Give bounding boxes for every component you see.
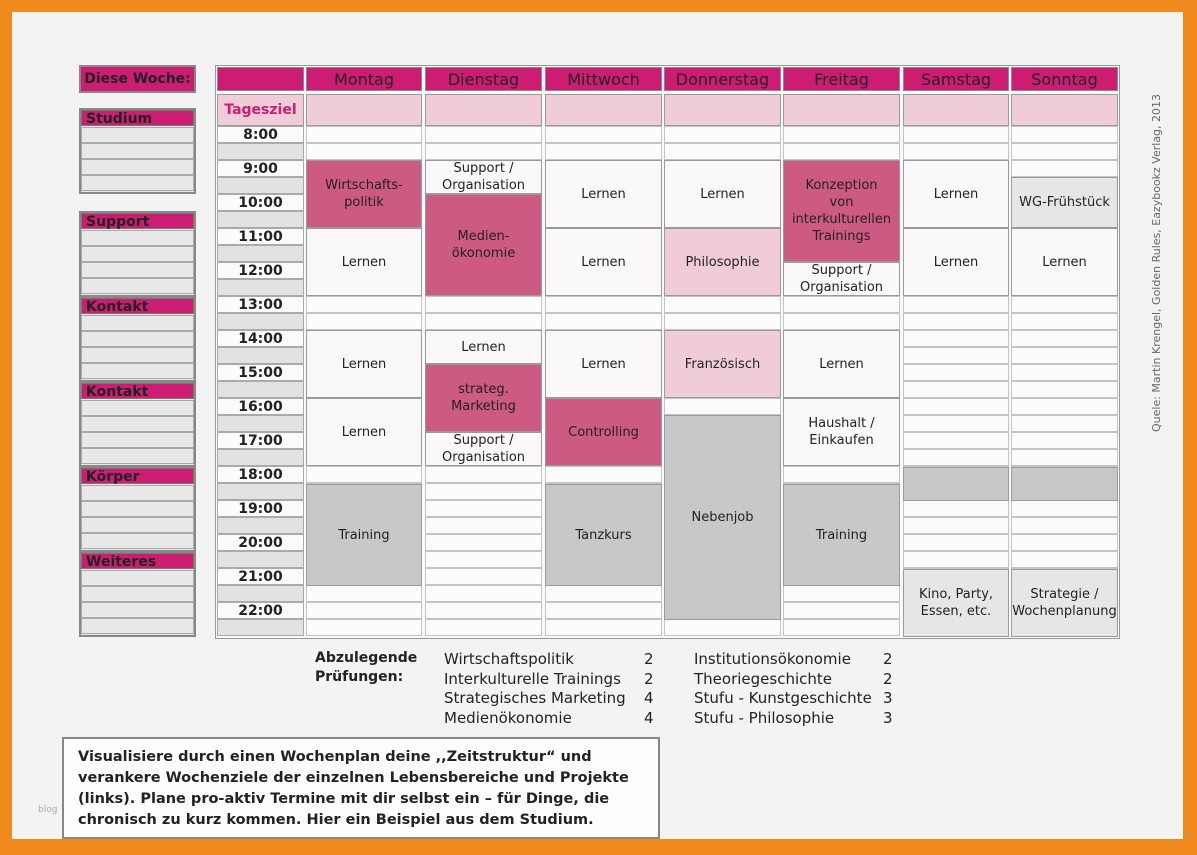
grid-cell <box>1011 534 1118 551</box>
time-row <box>217 517 304 534</box>
sidebar-line <box>81 347 194 363</box>
sidebar-section-label-0: Studium <box>81 110 194 126</box>
grid-cell <box>664 619 781 636</box>
event-fr-haushalt: Haushalt / Einkaufen <box>783 398 900 466</box>
event-do-philosophie: Philosophie <box>664 228 781 296</box>
event-fr-support: Support / Organisation <box>783 262 900 296</box>
event-so-lernen: Lernen <box>1011 228 1118 296</box>
grid-cell <box>425 517 542 534</box>
grid-cell <box>664 296 781 313</box>
event-so-strategie: Strategie / Wochenplanung <box>1011 569 1118 637</box>
grid-cell <box>783 296 900 313</box>
grid-cell <box>903 313 1009 330</box>
sidebar-line <box>81 400 194 416</box>
sidebar-section-label-2: Kontakt <box>81 298 194 314</box>
time-row <box>217 585 304 602</box>
time-row <box>217 177 304 194</box>
grid-cell <box>306 466 422 483</box>
time-row <box>217 619 304 636</box>
event-do-nebenjob: Nebenjob <box>664 415 781 620</box>
sidebar-line <box>81 331 194 347</box>
event-fr-training: Training <box>783 484 900 586</box>
day-header-0: Montag <box>306 67 422 91</box>
goal-cell-3 <box>664 94 781 126</box>
time-label-14: 22:00 <box>238 602 283 619</box>
grid-cell <box>1011 517 1118 534</box>
goal-cell-1 <box>425 94 542 126</box>
header-corner <box>217 67 304 91</box>
goal-cell-4 <box>783 94 900 126</box>
event-di-lernen: Lernen <box>425 330 542 364</box>
grid-cell <box>545 143 662 160</box>
time-label-0: 8:00 <box>243 126 278 143</box>
grid-cell <box>1011 143 1118 160</box>
time-row <box>217 551 304 568</box>
time-row <box>217 381 304 398</box>
exam-count: 2 <box>644 650 654 668</box>
grid-cell <box>425 568 542 585</box>
day-header-6: Sonntag <box>1011 67 1118 91</box>
sidebar-line <box>81 432 194 448</box>
grid-cell <box>1011 347 1118 364</box>
event-fr-konzeption: Konzeption von interkulturellen Trainings <box>783 160 900 262</box>
event-di-support-1: Support / Organisation <box>425 160 542 194</box>
grid-cell <box>425 534 542 551</box>
grid-cell <box>903 126 1009 143</box>
event-di-medienoekonomie: Medien- ökonomie <box>425 194 542 296</box>
exam-count: 4 <box>644 708 654 727</box>
event-mi-tanzkurs: Tanzkurs <box>545 484 662 586</box>
sidebar-section-label-3: Kontakt <box>81 383 194 399</box>
exam-count: 3 <box>883 708 893 727</box>
exam-name: Medienökonomie <box>444 708 572 727</box>
sidebar-line <box>81 246 194 262</box>
grid-cell <box>903 364 1009 381</box>
time-label-12: 20:00 <box>238 534 283 551</box>
exam-name: Stufu - Kunstgeschichte <box>694 689 872 707</box>
grid-cell <box>545 619 662 636</box>
time-row <box>217 483 304 500</box>
instruction-note <box>62 737 660 839</box>
event-mi-lernen-1: Lernen <box>545 160 662 228</box>
event-mo-wirtschaftspolitik: Wirtschafts- politik <box>306 160 422 228</box>
grid-cell <box>783 313 900 330</box>
sidebar-line <box>81 175 194 191</box>
sidebar-line <box>81 159 194 175</box>
grid-cell <box>425 313 542 330</box>
time-label-7: 15:00 <box>238 364 283 381</box>
sidebar-line <box>81 143 194 159</box>
time-row <box>217 143 304 160</box>
event-so-evening <box>1011 467 1118 501</box>
event-mi-controlling: Controlling <box>545 398 662 466</box>
sidebar-section-label-5: Weiteres <box>81 553 194 569</box>
event-mi-lernen-3: Lernen <box>545 330 662 398</box>
grid-cell <box>1011 449 1118 466</box>
sidebar-line <box>81 127 194 143</box>
time-row <box>217 415 304 432</box>
grid-cell <box>664 143 781 160</box>
grid-cell <box>903 296 1009 313</box>
grid-cell <box>425 483 542 500</box>
exam-name: Strategisches Marketing <box>444 689 626 707</box>
day-header-4: Freitag <box>783 67 900 91</box>
event-so-fruehstueck: WG-Frühstück <box>1011 177 1118 228</box>
event-mo-lernen-3: Lernen <box>306 398 422 466</box>
grid-cell <box>783 126 900 143</box>
grid-cell <box>1011 126 1118 143</box>
event-di-marketing: strateg. Marketing <box>425 364 542 432</box>
time-label-13: 21:00 <box>238 568 283 585</box>
grid-cell <box>783 619 900 636</box>
grid-cell <box>545 585 662 602</box>
sidebar-line <box>81 230 194 246</box>
grid-cell <box>903 500 1009 517</box>
time-label-9: 17:00 <box>238 432 283 449</box>
time-row <box>217 279 304 296</box>
grid-cell <box>1011 500 1118 517</box>
grid-cell <box>783 143 900 160</box>
time-label-8: 16:00 <box>238 398 283 415</box>
event-di-support-2: Support / Organisation <box>425 432 542 466</box>
grid-cell <box>903 381 1009 398</box>
grid-cell <box>1011 398 1118 415</box>
grid-cell <box>306 602 422 619</box>
grid-cell <box>1011 313 1118 330</box>
grid-cell <box>903 449 1009 466</box>
grid-cell <box>306 126 422 143</box>
tagesziel-text: Tagesziel <box>224 102 297 118</box>
grid-cell <box>664 126 781 143</box>
grid-cell <box>425 551 542 568</box>
time-label-10: 18:00 <box>238 466 283 483</box>
grid-cell <box>1011 296 1118 313</box>
exam-count: 4 <box>644 689 654 707</box>
time-label-2: 10:00 <box>238 194 283 211</box>
grid-cell <box>545 296 662 313</box>
event-sa-lernen-2: Lernen <box>903 228 1009 296</box>
grid-cell <box>545 602 662 619</box>
sidebar-line <box>81 533 194 549</box>
grid-cell <box>1011 432 1118 449</box>
grid-cell <box>903 551 1009 568</box>
grid-cell <box>664 398 781 415</box>
exam-count: 2 <box>883 650 893 668</box>
grid-cell <box>545 466 662 483</box>
grid-cell <box>1011 160 1118 177</box>
sidebar-line <box>81 485 194 501</box>
event-sa-evening <box>903 467 1009 501</box>
grid-cell <box>425 585 542 602</box>
time-row <box>217 347 304 364</box>
exams-label-1: Abzulegende <box>315 650 418 666</box>
time-label-3: 11:00 <box>238 228 283 245</box>
day-header-3: Donnerstag <box>664 67 781 91</box>
sidebar-line <box>81 570 194 586</box>
blog-watermark: blog <box>38 805 58 815</box>
grid-cell <box>903 517 1009 534</box>
grid-cell <box>425 602 542 619</box>
time-label-6: 14:00 <box>238 330 283 347</box>
sidebar-line <box>81 618 194 634</box>
time-label-4: 12:00 <box>238 262 283 279</box>
grid-cell <box>425 500 542 517</box>
exams-label-2: Prüfungen: <box>315 669 404 685</box>
grid-cell <box>425 143 542 160</box>
time-row <box>217 449 304 466</box>
exam-name: Institutionsökonomie <box>694 650 851 668</box>
exam-name: Theoriegeschichte <box>694 669 832 688</box>
exam-count: 2 <box>644 669 654 688</box>
source-credit: Quele: Martin Krengel, Golden Rules, Eazybookz Verlag, 2013 <box>1150 93 1163 432</box>
goal-cell-6 <box>1011 94 1118 126</box>
event-do-franzoesisch: Französisch <box>664 330 781 398</box>
instruction-note-text: Visualisiere durch einen Wochenplan deine ,,Zeitstruktur“ und verankere Wochenziele der einzelnen Lebensbereiche und Projekte (links). Plane pro-aktiv Termine mit dir selbst ein – für Dinge, die chronisch zu kurz kommen. Hier ein Beispiel aus dem Studium. <box>78 749 629 828</box>
event-mo-lernen-1: Lernen <box>306 228 422 296</box>
time-label-1: 9:00 <box>243 160 278 177</box>
grid-cell <box>664 313 781 330</box>
grid-cell <box>425 126 542 143</box>
page-frame <box>12 12 1183 839</box>
grid-cell <box>903 432 1009 449</box>
day-header-2: Mittwoch <box>545 67 662 91</box>
tagesziel-label <box>217 94 304 126</box>
grid-cell <box>306 296 422 313</box>
sidebar-line <box>81 363 194 379</box>
grid-cell <box>903 398 1009 415</box>
event-mo-training: Training <box>306 484 422 586</box>
grid-cell <box>1011 381 1118 398</box>
time-row <box>217 211 304 228</box>
sidebar-line <box>81 448 194 464</box>
event-mi-lernen-2: Lernen <box>545 228 662 296</box>
goal-cell-0 <box>306 94 422 126</box>
grid-cell <box>903 534 1009 551</box>
grid-cell <box>545 126 662 143</box>
day-header-1: Dienstag <box>425 67 542 91</box>
grid-cell <box>425 619 542 636</box>
sidebar-section-label-1: Support <box>81 213 194 229</box>
grid-cell <box>545 313 662 330</box>
event-sa-lernen-1: Lernen <box>903 160 1009 228</box>
day-header-5: Samstag <box>903 67 1009 91</box>
grid-cell <box>783 466 900 483</box>
sidebar-line <box>81 517 194 533</box>
grid-cell <box>425 466 542 483</box>
grid-cell <box>306 143 422 160</box>
exam-count: 2 <box>883 669 893 688</box>
grid-cell <box>306 619 422 636</box>
grid-cell <box>783 602 900 619</box>
sidebar-title-text: Diese Woche: <box>84 71 191 87</box>
sidebar-line <box>81 262 194 278</box>
grid-cell <box>1011 330 1118 347</box>
exam-name: Interkulturelle Trainings <box>444 669 621 688</box>
time-row <box>217 245 304 262</box>
grid-cell <box>903 347 1009 364</box>
event-mo-lernen-2: Lernen <box>306 330 422 398</box>
grid-cell <box>306 585 422 602</box>
sidebar-line <box>81 315 194 331</box>
grid-cell <box>783 585 900 602</box>
grid-cell <box>1011 415 1118 432</box>
sidebar-section-label-4: Körper <box>81 468 194 484</box>
exam-count: 3 <box>883 689 893 707</box>
sidebar-title <box>79 65 196 93</box>
exam-name: Stufu - Philosophie <box>694 708 835 727</box>
grid-cell <box>903 143 1009 160</box>
event-do-lernen: Lernen <box>664 160 781 228</box>
event-fr-lernen: Lernen <box>783 330 900 398</box>
time-label-5: 13:00 <box>238 296 283 313</box>
goal-cell-2 <box>545 94 662 126</box>
goal-cell-5 <box>903 94 1009 126</box>
grid-cell <box>425 296 542 313</box>
sidebar-line <box>81 416 194 432</box>
sidebar-line <box>81 602 194 618</box>
time-row <box>217 313 304 330</box>
sidebar-line <box>81 586 194 602</box>
grid-cell <box>903 330 1009 347</box>
exam-name: Wirtschaftspolitik <box>444 650 574 668</box>
event-sa-kino: Kino, Party, Essen, etc. <box>903 569 1009 637</box>
grid-cell <box>1011 364 1118 381</box>
sidebar-line <box>81 278 194 294</box>
sidebar-line <box>81 501 194 517</box>
grid-cell <box>306 313 422 330</box>
time-label-11: 19:00 <box>238 500 283 517</box>
grid-cell <box>1011 551 1118 568</box>
grid-cell <box>903 415 1009 432</box>
